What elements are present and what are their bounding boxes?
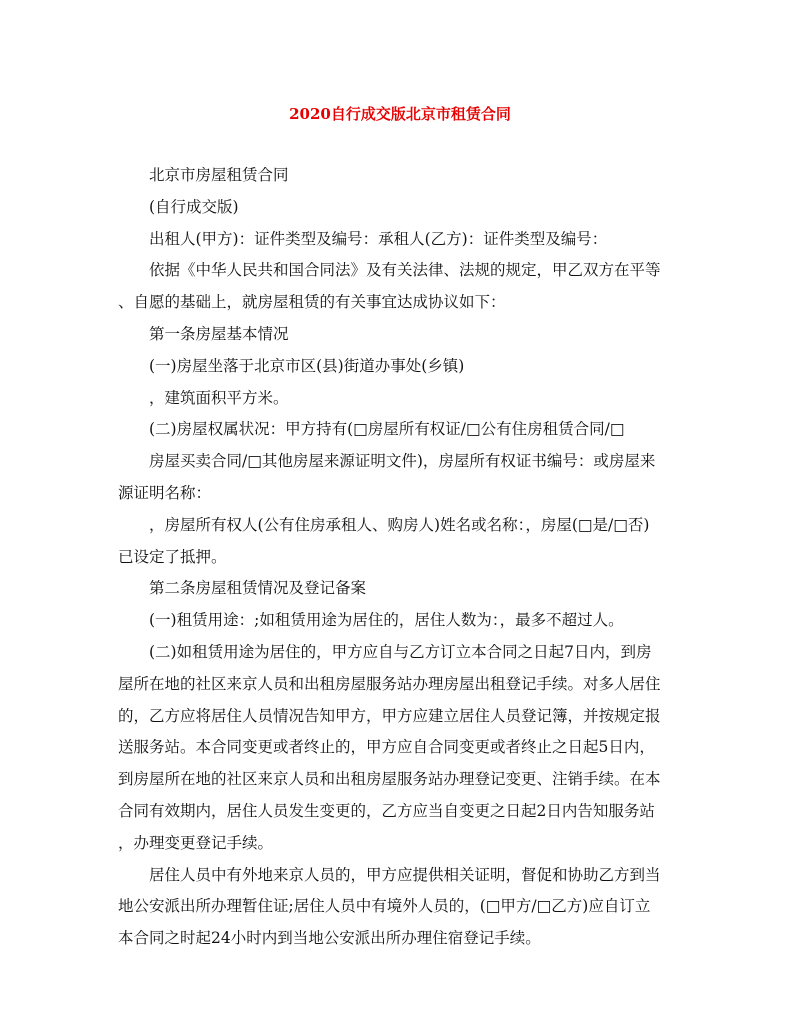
text-line: 屋所在地的社区来京人员和出租房屋服务站办理房屋出租登记手续。对多人居住 — [118, 674, 661, 693]
text-line: 第一条房屋基本情况 — [149, 324, 289, 343]
text-line: 源证明名称： — [118, 483, 212, 502]
text-line: (二)如租赁用途为居住的，甲方应自与乙方订立本合同之日起7日内，到房 — [149, 642, 652, 661]
text-line: (一)房屋坐落于北京市区(县)街道办事处(乡镇) — [149, 356, 465, 375]
article-2-item-1 — [118, 605, 680, 637]
article-1-owner-paragraph — [118, 510, 680, 574]
text-line: 依据《中华人民共和国合同法》及有关法律、法规的规定，甲乙双方在平等 — [149, 261, 661, 280]
text-line: 、自愿的基础上，就房屋租赁的有关事宜达成协议如下： — [118, 293, 506, 312]
text-line: 北京市房屋租赁合同 — [149, 166, 289, 184]
text-line: 到房屋所在地的社区来京人员和出租房屋服务站办理登记变更、注销手续。在本 — [118, 770, 661, 789]
article-2-item-2 — [118, 637, 680, 860]
parties-line — [118, 224, 680, 256]
text-line: 已设定了抵押。 — [118, 547, 227, 566]
contract-heading — [118, 160, 680, 192]
text-line: 出租人(甲方)：证件类型及编号：承租人(乙方)：证件类型及编号： — [149, 229, 608, 248]
article-1-item-1-cont — [118, 383, 680, 415]
document-body — [118, 160, 680, 955]
text-line: 第二条房屋租赁情况及登记备案 — [149, 579, 367, 598]
text-line: 房屋买卖合同/□其他房屋来源证明文件)，房屋所有权证书编号：或房屋来 — [149, 452, 656, 471]
article-1-item-2-cont — [118, 446, 680, 510]
text-line: (二)房屋权属状况：甲方持有(□房屋所有权证/□公有住房租赁合同/□ — [149, 420, 625, 439]
text-line: (一)租赁用途：;如租赁用途为居住的，居住人数为：，最多不超过人。 — [149, 611, 624, 630]
text-line: 合同有效期内，居住人员发生变更的，乙方应当自变更之日起2日内告知服务站 — [118, 801, 655, 820]
contract-edition — [118, 192, 680, 224]
text-line: ，房屋所有权人(公有住房承租人、购房人)姓名或名称：，房屋(□是/□否) — [149, 515, 650, 534]
text-line: 本合同之时起24小时内到当地公安派出所办理住宿登记手续。 — [118, 929, 541, 948]
article-2-heading — [118, 573, 680, 605]
text-line: 居住人员中有外地来京人员的，甲方应提供相关证明，督促和协助乙方到当 — [149, 865, 661, 884]
preamble-paragraph — [118, 255, 680, 319]
text-line: 地公安派出所办理暂住证;居住人员中有境外人员的，(□甲方/□乙方)应自订立 — [118, 897, 651, 916]
registration-paragraph — [118, 860, 680, 955]
article-1-heading — [118, 319, 680, 351]
text-line: ，办理变更登记手续。 — [118, 833, 274, 852]
text-line: 送服务站。本合同变更或者终止的，甲方应自合同变更或者终止之日起5日内， — [118, 738, 655, 757]
text-line: (自行成交版) — [149, 197, 239, 216]
document-title: 2020自行成交版北京市租赁合同 — [289, 105, 511, 123]
article-1-item-2 — [118, 414, 680, 446]
article-1-item-1 — [118, 351, 680, 383]
text-line: 的，乙方应将居住人员情况告知甲方，甲方应建立居住人员登记簿，并按规定报 — [118, 706, 661, 725]
text-line: ，建筑面积平方米。 — [149, 388, 289, 407]
